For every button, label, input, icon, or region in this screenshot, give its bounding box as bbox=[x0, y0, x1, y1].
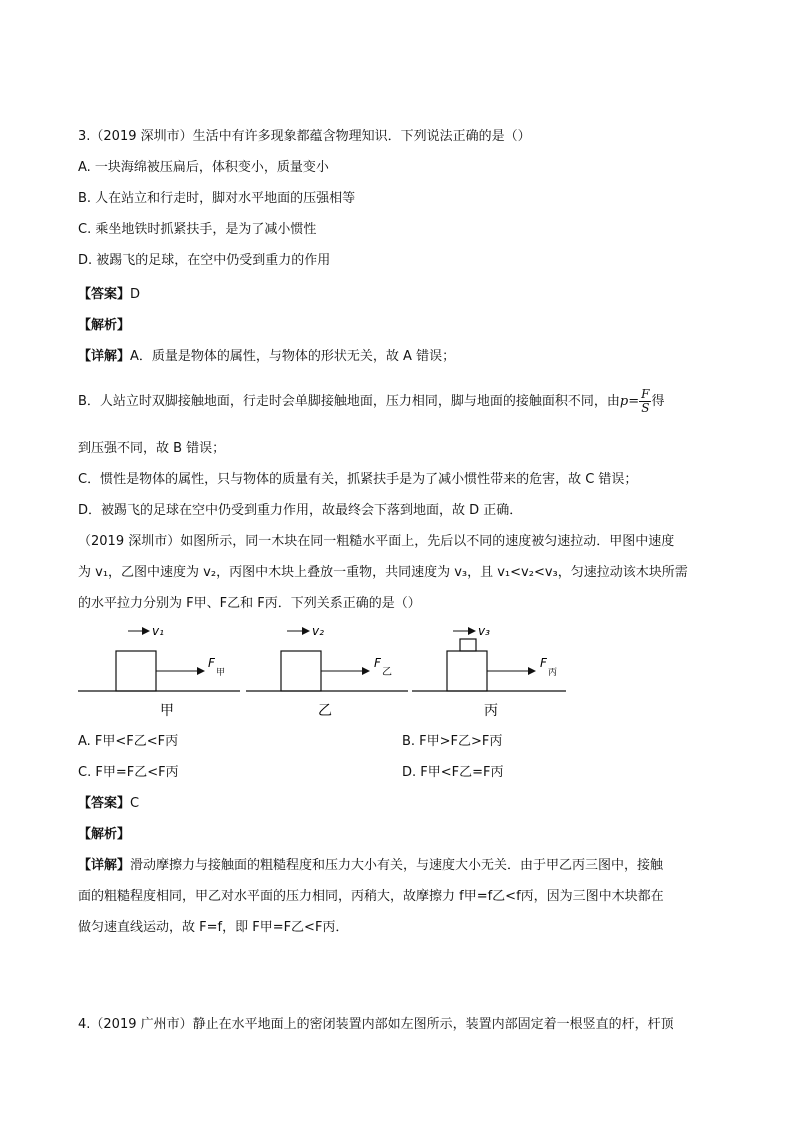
q3-stem: 3.（2019 深圳市）生活中有许多现象都蕴含物理知识．下列说法正确的是（） bbox=[78, 129, 531, 144]
q3b-detail-1-line bbox=[78, 857, 663, 875]
q3-detail-a: A．质量是物体的属性，与物体的形状无关，故 A 错误； bbox=[130, 349, 456, 364]
q3b-answer-value: C bbox=[130, 796, 140, 811]
friction-figures bbox=[0, 615, 794, 725]
q3-option-c: C. 乘坐地铁时抓紧扶手，是为了减小惯性 bbox=[78, 222, 317, 237]
q3-formula-numerator: F bbox=[641, 387, 650, 401]
q3b-detail-tag: 【详解】 bbox=[78, 858, 131, 873]
velocity-label-yi: v₂ bbox=[312, 624, 324, 638]
velocity-label-jia: v₁ bbox=[152, 624, 164, 638]
q3b-option-a: A. F甲<F乙<F丙 bbox=[78, 734, 179, 749]
block-jia bbox=[116, 651, 156, 691]
q3-detail-b-line bbox=[78, 387, 664, 417]
q3-option-d: D. 被踢飞的足球，在空中仍受到重力的作用 bbox=[78, 253, 331, 268]
q3-answer-line bbox=[78, 286, 140, 304]
force-label-jia: F bbox=[208, 656, 215, 670]
q3-detail-b-post: 得 bbox=[651, 394, 665, 409]
force-sub-bing: 丙 bbox=[548, 668, 558, 678]
q3-detail-d: D．被踢飞的足球在空中仍受到重力作用，故最终会下落到地面，故 D 正确． bbox=[78, 503, 523, 518]
q3-detail-a-line bbox=[78, 348, 455, 366]
q3-answer-tag: 【答案】 bbox=[78, 287, 131, 302]
force-sub-jia: 甲 bbox=[216, 668, 226, 678]
q3b-option-c: C. F甲=F乙<F丙 bbox=[78, 765, 179, 780]
q3-formula-fraction bbox=[639, 388, 651, 415]
q3b-stem-1: （2019 深圳市）如图所示，同一木块在同一粗糙水平面上，先后以不同的速度被匀速拉动．甲图中速度 bbox=[78, 534, 675, 549]
q3-formula-denominator: S bbox=[641, 401, 650, 415]
q3b-option-d: D. F甲<F乙=F丙 bbox=[402, 765, 504, 780]
q3-formula-lhs: p= bbox=[619, 394, 640, 409]
q3-detail-b-pre: B．人站立时双脚接触地面，行走时会单脚接触地面，压力相同，脚与地面的接触面积不同，由 bbox=[78, 394, 620, 409]
q3b-stem-3: 的水平拉力分别为 F甲、F乙和 F丙．下列关系正确的是（） bbox=[78, 596, 421, 611]
q3b-detail-2: 面的粗糙程度相同，甲乙对水平面的压力相同，丙稍大，故摩擦力 f甲=f乙<f丙，因为三图中木块都在 bbox=[78, 889, 664, 904]
force-sub-yi: 乙 bbox=[382, 667, 392, 678]
q4-stem: 4.（2019 广州市）静止在水平地面上的密闭装置内部如左图所示，装置内部固定着一根竖直的杆，杆顶 bbox=[78, 1017, 674, 1032]
q3b-answer-tag: 【答案】 bbox=[78, 796, 131, 811]
weight-bing bbox=[460, 639, 476, 651]
q3b-detail-1: 滑动摩擦力与接触面的粗糙程度和压力大小有关，与速度大小无关．由于甲乙丙三图中，接触 bbox=[130, 858, 664, 873]
q3b-answer-line bbox=[78, 795, 139, 813]
q3-detail-tag: 【详解】 bbox=[78, 349, 131, 364]
velocity-label-bing: v₃ bbox=[478, 624, 490, 638]
q3-option-a: A. 一块海绵被压扁后，体积变小，质量变小 bbox=[78, 160, 329, 175]
figure-bing bbox=[412, 624, 566, 719]
caption-yi: 乙 bbox=[318, 703, 332, 719]
figure-yi bbox=[246, 624, 408, 719]
q3-answer-value: D bbox=[130, 287, 141, 302]
block-yi bbox=[281, 651, 321, 691]
force-label-bing: F bbox=[540, 656, 547, 670]
figure-jia bbox=[78, 624, 240, 719]
block-bing bbox=[447, 651, 487, 691]
q3b-analysis-tag: 【解析】 bbox=[78, 827, 131, 842]
caption-jia: 甲 bbox=[160, 703, 174, 719]
force-label-yi: F bbox=[374, 656, 381, 670]
q3-analysis-tag: 【解析】 bbox=[78, 318, 131, 333]
q3b-stem-2: 为 v₁，乙图中速度为 v₂，丙图中木块上叠放一重物，共同速度为 v₃，且 v₁<v₂<v₃，匀速拉动该木块所需 bbox=[78, 565, 688, 580]
q3-option-b: B. 人在站立和行走时，脚对水平地面的压强相等 bbox=[78, 191, 356, 206]
q3b-option-b: B. F甲>F乙>F丙 bbox=[402, 734, 503, 749]
q3-detail-c: C．惯性是物体的属性，只与物体的质量有关，抓紧扶手是为了减小惯性带来的危害，故 C 错误； bbox=[78, 472, 638, 487]
q3-detail-b-cont: 到压强不同，故 B 错误； bbox=[78, 441, 226, 456]
caption-bing: 丙 bbox=[484, 703, 498, 719]
q3b-detail-3: 做匀速直线运动，故 F=f，即 F甲=F乙<F丙． bbox=[78, 920, 349, 935]
